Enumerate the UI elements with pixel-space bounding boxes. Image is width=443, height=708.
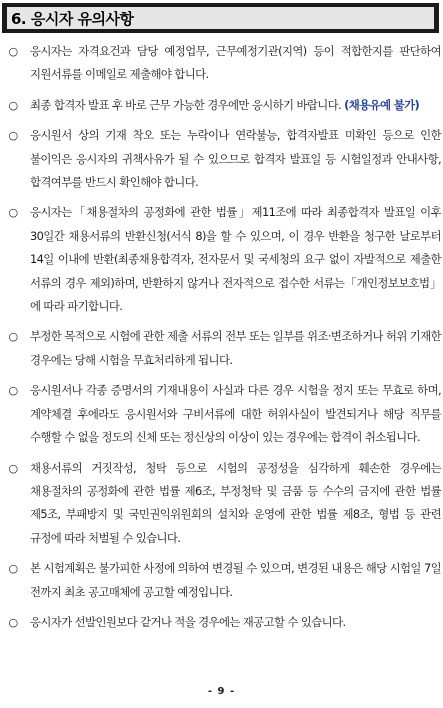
bullet-circle-icon: ○ [8, 45, 18, 58]
notice-item-1 [2, 40, 441, 87]
notice-text: 응시자는 자격요건과 담당 예정업무, 근무예정기관(지역) 등이 적합한지를 판단하여 지원서류를 이메일로 제출해야 합니다. [30, 44, 441, 82]
bullet-circle-icon: ○ [8, 461, 18, 475]
notice-item-6 [2, 379, 441, 449]
section-header [2, 3, 439, 33]
notice-text: 응시자가 선발인원보다 같거나 적을 경우에는 재공고할 수 있습니다. [30, 614, 346, 629]
bullet-circle-icon: ○ [8, 330, 18, 344]
notice-emphasis: (채용유예 불가) [344, 97, 420, 112]
notice-list [2, 40, 441, 641]
bullet-circle-icon: ○ [8, 206, 18, 220]
notice-item-4 [2, 201, 441, 318]
notice-item-7 [2, 457, 441, 551]
notice-item-3 [2, 124, 441, 194]
section-header-box [7, 7, 434, 29]
bullet-circle-icon: ○ [8, 98, 18, 112]
bullet-circle-icon: ○ [8, 562, 18, 576]
notice-text: 응시원서나 각종 증명서의 기재내용이 사실과 다른 경우 시험을 정지 또는 무효로 하며, 계약체결 후에라도 응시원서와 구비서류에 대한 허위사실이 발견되거나 해당 직무를 수행할 수 없을 정도의 신체 또는 정신상의 이상이 있는 경우에는 합격이 취소됩니다. [30, 383, 441, 445]
bullet-circle-icon: ○ [8, 129, 18, 143]
notice-text: 응시원서 상의 기재 착오 또는 누락이나 연락불능, 합격자발표 미확인 등으로 인한 불이익은 응시자의 귀책사유가 될 수 있으므로 합격자 발표일 등 시험일정과 안내사항, 합격여부를 반드시 확인해야 합니다. [30, 128, 441, 190]
notice-text: 부정한 목적으로 시험에 관한 제출 서류의 전부 또는 일부를 위조·변조하거나 허위 기재한 경우에는 당해 시험을 무효처리하게 됩니다. [30, 329, 441, 367]
notice-text: 채용서류의 거짓작성, 청탁 등으로 시험의 공정성을 심각하게 훼손한 경우에는 채용절차의 공정화에 관한 법률 제6조, 부정청탁 및 금품 등 수수의 금지에 관한 법률 제5조, 부패방지 및 국민권익위원회의 설치와 운영에 관한 법률 제8조, 형법 등 관련 규정에 따라 처벌될 수 있습니다. [30, 460, 441, 545]
notice-item-9 [2, 611, 441, 634]
section-title: 6. 응시자 유의사항 [11, 9, 134, 28]
bullet-circle-icon: ○ [8, 615, 18, 629]
notice-text: 본 시험계획은 불가피한 사정에 의하여 변경될 수 있으며, 변경된 내용은 해당 시험일 7일 전까지 최초 공고매체에 공고할 예정입니다. [30, 561, 441, 599]
notice-item-8 [2, 557, 441, 604]
notice-item-5 [2, 325, 441, 372]
notice-text: 응시자는「채용절차의 공정화에 관한 법률」제11조에 따라 최종합격자 발표일 이후 30일간 채용서류의 반환신청(서식 8)을 할 수 있으며, 이 경우 반환을 청구한 날로부터 14일 이내에 반환(최종채용합격자, 전자문서 및 국세청의 요구 없이 자발적으로 제출한 서류의 경우 제외)하며, 반환하지 않거나 전자적으로 접수한 서류는「개인정보보호법」에 따라 파기합니다. [30, 205, 441, 314]
notice-item-2 [2, 94, 441, 117]
notice-text: 최종 합격자 발표 후 바로 근무 가능한 경우에만 응시하기 바랍니다. [30, 97, 342, 112]
bullet-circle-icon: ○ [8, 384, 18, 398]
page-number: - 9 - [207, 686, 236, 697]
